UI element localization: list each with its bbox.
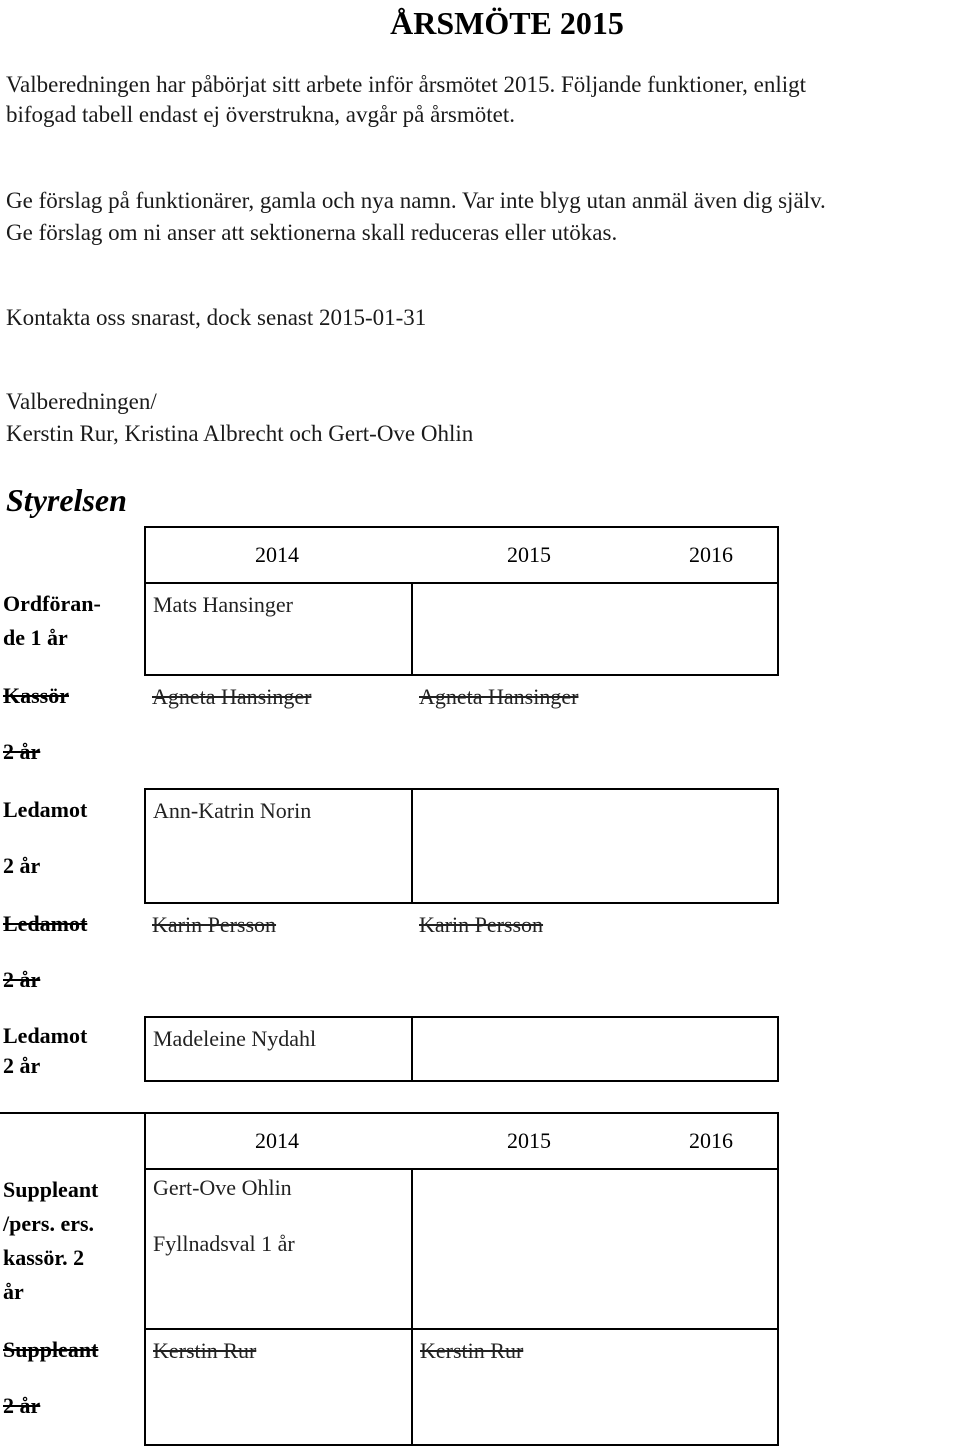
contact-line: Kontakta oss snarast, dock senast 2015-01-31 bbox=[6, 305, 427, 330]
member-note: Fyllnadsval 1 år bbox=[153, 1231, 295, 1256]
deputies-table bbox=[0, 1112, 779, 1446]
year-2014: 2014 bbox=[255, 542, 299, 567]
intro-line-1: Valberedningen har påbörjat sitt arbete inför årsmötet 2015. Följande funktioner, enligt bbox=[6, 72, 807, 97]
member-name: Kerstin Rur bbox=[153, 1338, 257, 1363]
table-row bbox=[0, 583, 778, 675]
table-row bbox=[0, 675, 778, 789]
member-name: Agneta Hansinger bbox=[152, 684, 312, 709]
member-name: Ann-Katrin Norin bbox=[153, 798, 312, 823]
role-label-line-3: kassör. 2 bbox=[3, 1245, 85, 1270]
role-label: Suppleant bbox=[3, 1177, 99, 1202]
role-label: Ledamot bbox=[3, 911, 88, 936]
board-header-row bbox=[0, 527, 778, 583]
member-name-next: Agneta Hansinger bbox=[419, 684, 579, 709]
role-term: de 1 år bbox=[3, 625, 68, 650]
deputies-year-header bbox=[145, 1113, 778, 1169]
role-term: 2 år bbox=[3, 1393, 41, 1418]
role-label: Ordföran- bbox=[3, 591, 101, 616]
request-line-2: Ge förslag om ni anser att sektionerna skall reduceras eller utökas. bbox=[6, 220, 618, 245]
page-title: ÅRSMÖTE 2015 bbox=[390, 5, 624, 41]
role-label: Suppleant bbox=[3, 1337, 99, 1362]
role-term: 2 år bbox=[3, 967, 41, 992]
member-name: Madeleine Nydahl bbox=[153, 1026, 317, 1051]
table-row bbox=[0, 1169, 778, 1329]
year-2016: 2016 bbox=[689, 542, 733, 567]
intro-line-2: bifogad tabell endast ej överstrukna, avgår på årsmötet. bbox=[6, 102, 516, 127]
year-2014: 2014 bbox=[255, 1128, 299, 1153]
deputies-header-row bbox=[0, 1113, 778, 1169]
board-year-header bbox=[145, 527, 778, 583]
year-2015: 2015 bbox=[507, 542, 551, 567]
board-table bbox=[0, 526, 779, 1082]
role-label: Ledamot bbox=[3, 797, 88, 822]
member-name-next: Kerstin Rur bbox=[420, 1338, 524, 1363]
member-name: Karin Persson bbox=[152, 912, 277, 937]
member-name: Gert-Ove Ohlin bbox=[153, 1175, 292, 1200]
role-term: 2 år bbox=[3, 739, 41, 764]
committee-members: Kerstin Rur, Kristina Albrecht och Gert-Ove Ohlin bbox=[6, 421, 474, 446]
role-term: 2 år bbox=[3, 1053, 41, 1078]
role-label-line-2: /pers. ers. bbox=[3, 1211, 95, 1236]
role-term: 2 år bbox=[3, 853, 41, 878]
table-row bbox=[0, 1329, 778, 1445]
table-row bbox=[0, 903, 778, 1017]
member-name-next: Karin Persson bbox=[419, 912, 544, 937]
request-line-1: Ge förslag på funktionärer, gamla och nya namn. Var inte blyg utan anmäl även dig själv. bbox=[6, 188, 826, 213]
role-label: Ledamot bbox=[3, 1023, 88, 1048]
committee-label: Valberedningen/ bbox=[6, 389, 157, 414]
section-title: Styrelsen bbox=[6, 482, 127, 518]
member-name: Mats Hansinger bbox=[153, 592, 293, 617]
table-row bbox=[0, 1017, 778, 1081]
table-row bbox=[0, 789, 778, 903]
role-label: Kassör bbox=[3, 683, 69, 708]
year-2016: 2016 bbox=[689, 1128, 733, 1153]
year-2015: 2015 bbox=[507, 1128, 551, 1153]
role-term: år bbox=[3, 1279, 24, 1304]
